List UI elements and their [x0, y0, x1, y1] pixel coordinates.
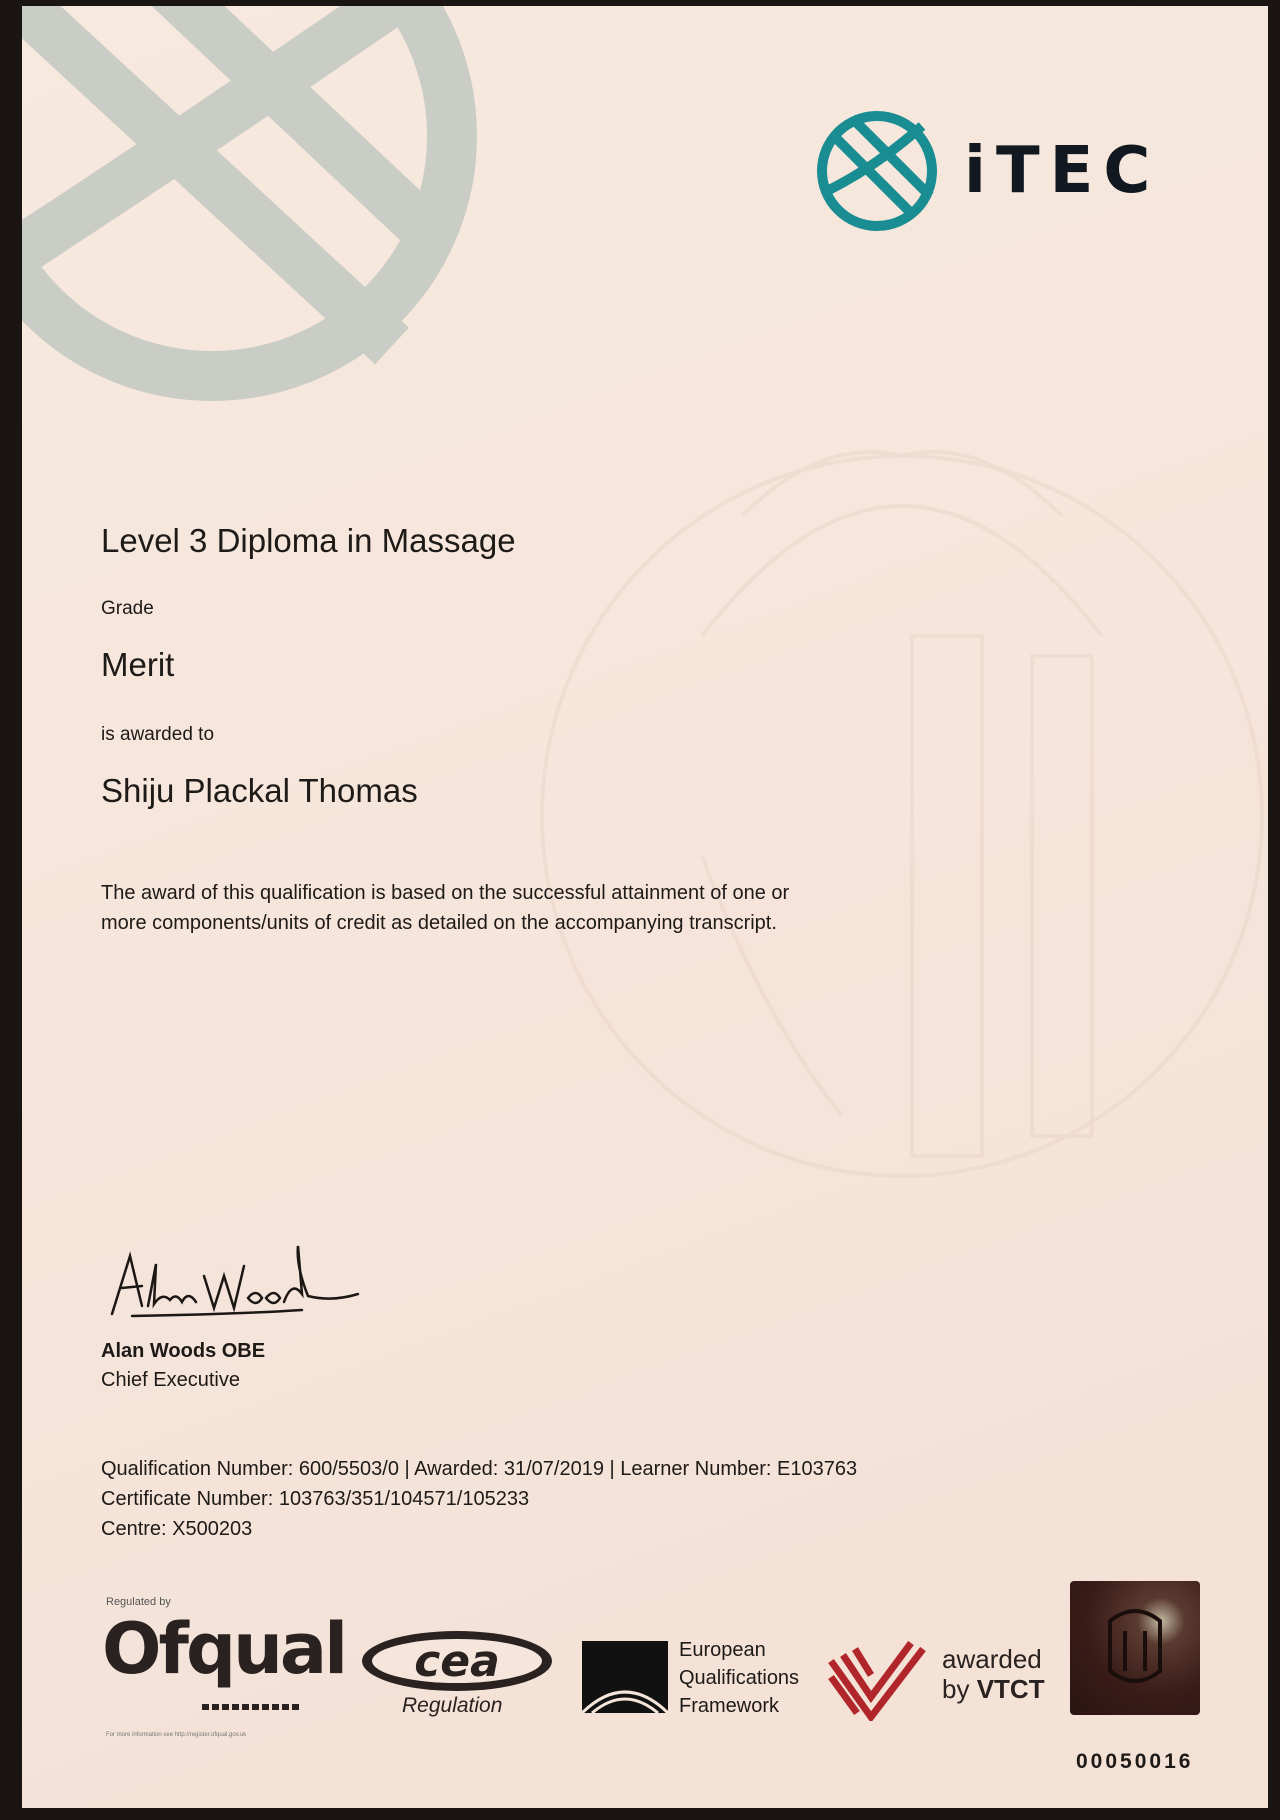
qualification-details-line: Qualification Number: 600/5503/0 | Awarded: 31/07/2019 | Learner Number: E103763 — [101, 1458, 858, 1480]
vtct-name: VTCT — [976, 1674, 1045, 1704]
grade-value: Merit — [101, 646, 175, 683]
eqf-label — [679, 1636, 799, 1720]
signature-image — [102, 1236, 362, 1326]
vtct-by-line: by VTCT — [942, 1674, 1045, 1704]
crest-emboss-icon — [522, 256, 1268, 1396]
recipient-name: Shiju Plackal Thomas — [101, 772, 418, 809]
vtct-awarded: awarded — [942, 1644, 1042, 1674]
itec-globe-icon — [812, 106, 942, 236]
statement-line-1: The award of this qualification is based on the successful attainment of one or — [101, 882, 790, 904]
eqf-line-1: European — [679, 1639, 766, 1661]
serial-number: 00050016 — [1076, 1750, 1194, 1773]
ofqual-info-text: For more information see http://register.ofqual.gov.uk — [106, 1732, 247, 1738]
globe-watermark-icon — [22, 6, 522, 426]
cea-regulation-label: Regulation — [402, 1694, 503, 1717]
statement-line-2: more components/units of credit as detailed on the accompanying transcript. — [101, 912, 777, 934]
cea-text: cea — [414, 1636, 500, 1687]
itec-logo — [812, 106, 1160, 236]
eqf-line-3: Framework — [679, 1695, 780, 1717]
certificate-number-line: Certificate Number: 103763/351/104571/105233 — [101, 1488, 530, 1510]
eqf-line-2: Qualifications — [679, 1667, 800, 1689]
security-hologram — [1070, 1581, 1200, 1715]
vtct-logo-icon — [827, 1641, 927, 1721]
signatory-role: Chief Executive — [101, 1369, 240, 1391]
ofqual-dots-icon — [202, 1704, 300, 1710]
centre-line: Centre: X500203 — [101, 1518, 253, 1540]
qualification-title: Level 3 Diploma in Massage — [101, 522, 516, 559]
grade-label: Grade — [101, 598, 154, 619]
awarded-to-label: is awarded to — [101, 724, 215, 745]
vtct-label — [942, 1644, 1045, 1704]
ofqual-logo: Ofqual — [102, 1608, 346, 1690]
certificate-page — [22, 6, 1268, 1808]
award-statement — [101, 878, 861, 938]
cea-logo-icon — [357, 1626, 557, 1696]
eqf-logo-icon — [582, 1641, 668, 1713]
certificate-details — [101, 1454, 857, 1544]
signatory-name: Alan Woods OBE — [101, 1340, 266, 1362]
regulated-by-label: Regulated by — [106, 1596, 171, 1608]
itec-wordmark: iTEC — [964, 134, 1161, 208]
